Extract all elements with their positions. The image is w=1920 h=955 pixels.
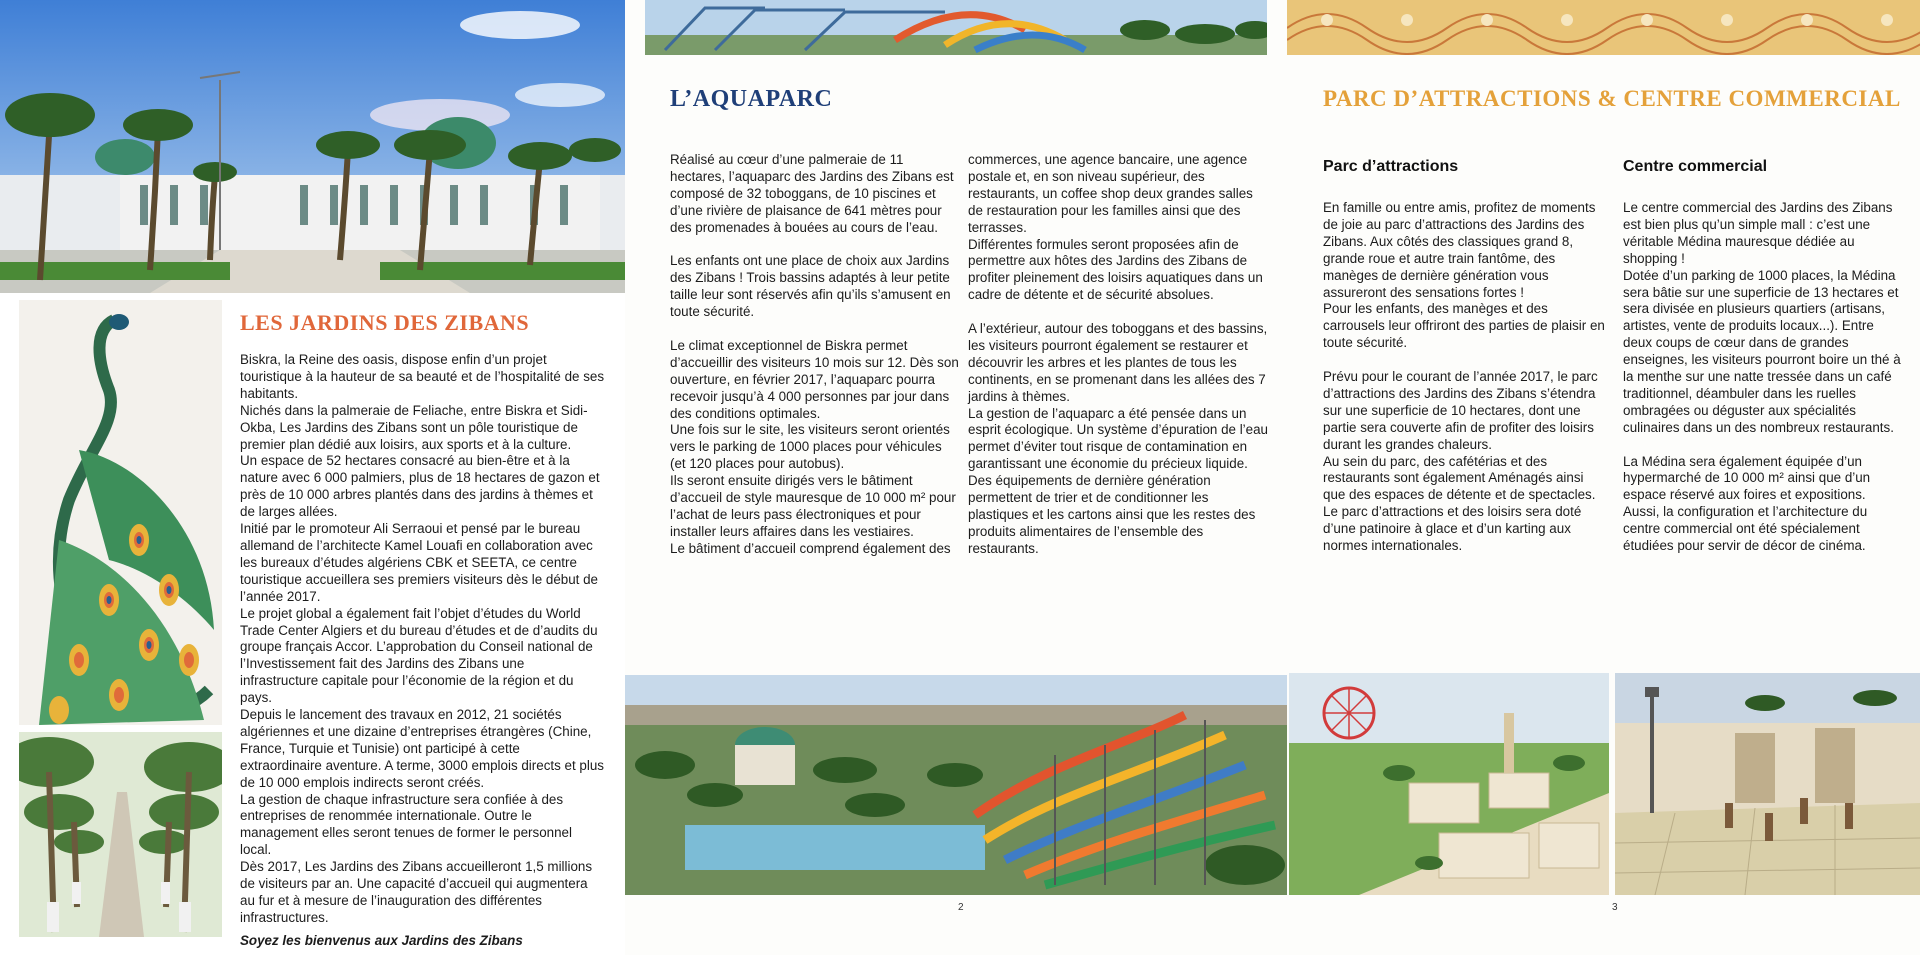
aquaparc-paragraph: Réalisé au cœur d’une palmeraie de 11 hectares, l’aquaparc des Jardins des Zibans est composé de 32 toboggans, de 10 piscines et d’une rivière de plaisance de 641 mètres pour des promenades à bouées au cours de l’eau. bbox=[670, 152, 954, 235]
aquaparc-paragraph: A l’extérieur, autour des toboggans et des bassins, les visiteurs pourront également se restaurer et découvrir les arbres et les plantes de tous les continents, en se promenant dans les allées des 7 jardins à thèmes. La gestion de l’aquaparc a été pensée dans un esprit écologique. Un système d’épuration de l’eau permet d’éviter tout risque de contamination en garantissant une économie du précieux liquide. Des équipements de dernière génération permettent de trier et de conditionner les plastiques et les cartons ainsi que les restes des produits alimentaires de l’ensemble des restaurants. bbox=[968, 321, 1268, 556]
aquaparc-col1 bbox=[670, 152, 960, 575]
jardins-body bbox=[240, 352, 605, 950]
jardins-paragraph: Initié par le promoteur Ali Serraoui et pensé par le bureau allemand de l’architecte Kamel Louafi en collaboration avec les bureaux d’études algériens CBK et SEETA, ce centre touristique accueillera ses premiers visiteurs dès le début de l’année 2017. bbox=[240, 521, 599, 604]
page-title-parc: PARC D’ATTRACTIONS & CENTRE COMMERCIAL bbox=[1323, 86, 1901, 111]
panel-aquaparc bbox=[625, 0, 1287, 955]
heading-centre-commercial: Centre commercial bbox=[1623, 158, 1768, 175]
peacock-mural bbox=[19, 300, 222, 725]
page-number: 3 bbox=[1612, 902, 1618, 913]
jardins-paragraph: Le projet global a également fait l’objet d’études du World Trade Center Algiers et du bureau d’études et de d’audits du groupe français Accor. L’approbation du Conseil national de l’Investissement fait des Jardins des Zibans une infrastructure capitale pour l’économie de la région et du pays. bbox=[240, 605, 598, 706]
aquaparc-photo bbox=[625, 675, 1287, 895]
page-number: 2 bbox=[958, 902, 964, 913]
parc-render-photo bbox=[1289, 673, 1609, 895]
jardins-paragraph: La gestion de chaque infrastructure sera confiée à des entreprises de renommée internationale. Outre le management elles seront tenues de former le personnel local. bbox=[240, 791, 572, 858]
commercial-paragraph: La Médina sera également équipée d’un hypermarché de 10 000 m² ainsi que d’un espace réservé aux foires et expositions. Aussi, la configuration et l’architecture du centre commercial ont été spécialement étudiées pour servir de décor de cinéma. bbox=[1623, 453, 1871, 554]
aquaparc-paragraph: Le climat exceptionnel de Biskra permet d’accueillir des visiteurs 10 mois sur 12. Dès son ouverture, en février 2017, l’aquaparc pourra recevoir jusqu’à 4 000 personnes par jour dans des conditions optimales. Une fois sur le site, les visiteurs seront orientés vers le parking de 1000 places pour véhicules (et 120 places pour autobus). Ils seront ensuite dirigés vers le bâtiment d’accueil de style mauresque de 10 000 m² pour l’achat de leurs pass électroniques et pour installer leurs affaires dans les vestiaires. Le bâtiment d’accueil comprend également des bbox=[670, 337, 959, 556]
page-title-aquaparc: L’AQUAPARC bbox=[670, 86, 833, 112]
aquaparc-col2 bbox=[968, 152, 1268, 575]
jardins-paragraph: Dès 2017, Les Jardins des Zibans accueilleront 1,5 millions de visiteurs par an. Une capacité d’accueil qui augmentera au fur et à mesure de l’inauguration des différentes infrastructures. bbox=[240, 859, 593, 925]
welcome-line: Soyez les bienvenus aux Jardins des Zibans bbox=[240, 932, 523, 948]
heading-parc-attractions: Parc d’attractions bbox=[1323, 158, 1459, 175]
parc-paragraph: Prévu pour le courant de l’année 2017, le parc d’attractions des Jardins des Zibans s’étendra sur une superficie de 10 hectares, dont une partie sera couverte afin de profiter des loisirs durant les grandes chaleurs. Au sein du parc, des cafétérias et des restaurants sont également Aménagés ainsi que des espaces de détente et de spectacles. Le parc d’attractions et des loisirs sera doté d’une patinoire à glace et d’un karting aux normes internationales. bbox=[1323, 369, 1598, 554]
jardins-paragraph: Nichés dans la palmeraie de Feliache, entre Biskra et Sidi-Okba, Les Jardins des Zibans sont un pôle touristique de premier plan dédié aux loisirs, aux sports et à la culture. bbox=[240, 402, 588, 452]
ornament-banner bbox=[1287, 0, 1920, 55]
jardins-paragraph: Depuis le lancement des travaux en 2012, 21 sociétés algériennes et une dizaine d’entreprises étrangères (Chine, France, Turquie et Tunisie) ont participé à cette extraordinaire aventure. A terme, 3000 emplois directs et plus de 10 000 emplois indirects seront créés. bbox=[240, 707, 604, 790]
parc-col1 bbox=[1323, 200, 1605, 572]
panel-jardins bbox=[0, 0, 625, 955]
parc-col2 bbox=[1623, 200, 1905, 572]
aquaparc-paragraph: commerces, une agence bancaire, une agence postale et, en son niveau supérieur, des restaurants, un coffee shop deux grandes salles de restauration pour les familles ainsi que des terrasses. Différentes formules seront proposées afin de permettre aux hôtes des Jardins des Zibans de profiter pleinement des loisirs aquatiques dans un cadre de détente et de sécurité absolues. bbox=[968, 152, 1263, 303]
parc-paragraph: En famille ou entre amis, profitez de moments de joie au parc d’attractions des Jardins des Zibans. Aux côtés des classiques grand 8, grande roue et autre train fantôme, des manèges de dernière génération vous assureront des sensations fortes ! Pour les enfants, des manèges et des carrousels leur offriront des parties de plaisir en toute sécurité. bbox=[1323, 200, 1605, 351]
jardins-paragraph: Biskra, la Reine des oasis, dispose enfin d’un projet touristique à la hauteur de sa beauté et de l’hospitalité de ses habitants. bbox=[240, 352, 605, 401]
waterslide-banner-photo bbox=[645, 0, 1267, 55]
palm-alley-photo bbox=[19, 732, 222, 937]
page-title-jardins: LES JARDINS DES ZIBANS bbox=[240, 310, 530, 335]
commercial-paragraph: Le centre commercial des Jardins des Zibans est bien plus qu’un simple mall : c’est une véritable Médina mauresque dédiée au shopping ! Dotée d’un parking de 1000 places, la Médina sera bâtie sur une superficie de 13 hectares et sera divisée en plusieurs quartiers (artisans, artistes, vente de produits locaux...). Entre deux coups de cœur dans de grandes enseignes, les visiteurs pourront boire un thé à la menthe sur une natte tressée dans un café traditionnel, déambuler dans les ruelles ombragées ou déguster aux spécialités culinaires dans un des nombreux restaurants. bbox=[1623, 200, 1901, 435]
medina-render-photo bbox=[1615, 673, 1920, 895]
panel-parc-commercial bbox=[1287, 0, 1920, 955]
aquaparc-paragraph: Les enfants ont une place de choix aux Jardins des Zibans ! Trois bassins adaptés à leur petite taille leur sont réservés afin qu’ils s’amusent en toute sécurité. bbox=[670, 253, 951, 320]
jardins-paragraph: Un espace de 52 hectares consacré au bien-être et à la nature avec 6 000 palmiers, plus de 18 hectares de gazon et près de 10 000 arbres plantés dans des jardins à thèmes et de larges allées. bbox=[240, 453, 600, 520]
palace-photo bbox=[0, 0, 625, 293]
